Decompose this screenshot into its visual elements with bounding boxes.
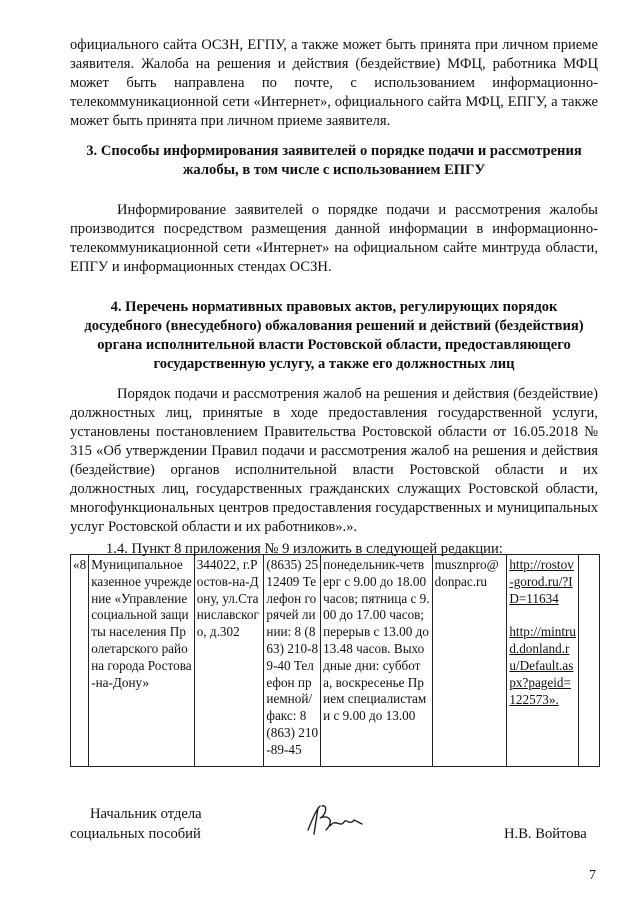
section-3-heading: 3. Способы информирования заявителей о порядке подачи и рассмотрения жалобы, в том числе с использованием ЕПГУ (86, 143, 582, 178)
section-4-text: Порядок подачи и рассмотрения жалоб на решения и действия (бездействие) должностных лиц, принятые в ходе предоставления государственной услуги, установлены постановлением Правительства Ростовской области от 16.05.2018 № 315 «Об утверждении Правил подачи и рассмотрения жалоб на решения и действия (бездействие) органов исполнительной власти Ростовской области и их должностных лиц, государственных гражданских служащих Ростовской области, многофункциональных центров предоставления государственных и муниципальных услуг Ростовской области и их работников».». (70, 386, 598, 535)
website-link-2[interactable]: http://mintrud.donland.ru/Default.aspx?pageid=122573». (509, 624, 576, 707)
position-line-1: Начальник отдела (90, 806, 202, 822)
page-number: 7 (589, 868, 596, 883)
paragraph-continued: официального сайта ОСЗН, ЕГПУ, а также может быть принята при личном приеме заявителя. Жалоба на решения и действия (бездействие) МФЦ, работника МФЦ может быть направлена по почте, с использованием информационно-телекоммуникационной сети «Интернет», официального сайта МФЦ, ЕПГУ, а также может быть принята при личном приеме заявителя. (70, 37, 598, 129)
cell-organization: Муниципальное казенное учреждение «Управление социальной защиты населения Пролетарского района города Ростова-на-Дону» (89, 555, 195, 767)
cell-address: 344022, г.Ростов-на-Дону, ул.Станиславского, д.302 (194, 555, 264, 767)
document-body (70, 36, 598, 559)
cell-websites (507, 555, 579, 767)
cell-email: musznpro@donpac.ru (432, 555, 507, 767)
website-link-1[interactable]: http://rostov-gorod.ru/?ID=11634 (509, 557, 574, 606)
signatory-name: Н.В. Войтова (504, 826, 587, 842)
table-row (71, 555, 600, 767)
handwritten-signature (300, 800, 380, 840)
section-3-text: Информирование заявителей о порядке подачи и рассмотрения жалобы производится посредством размещения данной информации в информационно-телекоммуникационной сети «Интернет» на официальном сайте минтруда области, ЕПГУ и информационных стендах ОСЗН. (70, 202, 598, 275)
position-line-2: социальных пособий (70, 826, 201, 842)
signature-position (70, 804, 202, 844)
cell-empty (579, 555, 600, 767)
amendment-instruction: 1.4. Пункт 8 приложения № 9 изложить в следующей редакции: (106, 541, 503, 557)
contacts-table (70, 554, 600, 767)
cell-number: «8 (71, 555, 89, 767)
cell-phones: (8635) 2512409 Телефон горячей линии: 8 (863) 210-89-40 Телефон приемной/факс: 8 (863) 210-89-45 (264, 555, 321, 767)
cell-schedule: понедельник-четверг с 9.00 до 18.00 часов; пятница с 9.00 до 17.00 часов; перерыв с 13.00 до 13.48 часов. Выходные дни: суббота, воскресенье Прием специалистами с 9.00 до 13.00 (321, 555, 432, 767)
section-4-heading: 4. Перечень нормативных правовых актов, регулирующих порядок досудебного (внесудебного) обжалования решений и действий (бездействия) органа исполнительной власти Ростовской области, предоставляющего государственную услугу, а также его должностных лиц (84, 299, 584, 372)
